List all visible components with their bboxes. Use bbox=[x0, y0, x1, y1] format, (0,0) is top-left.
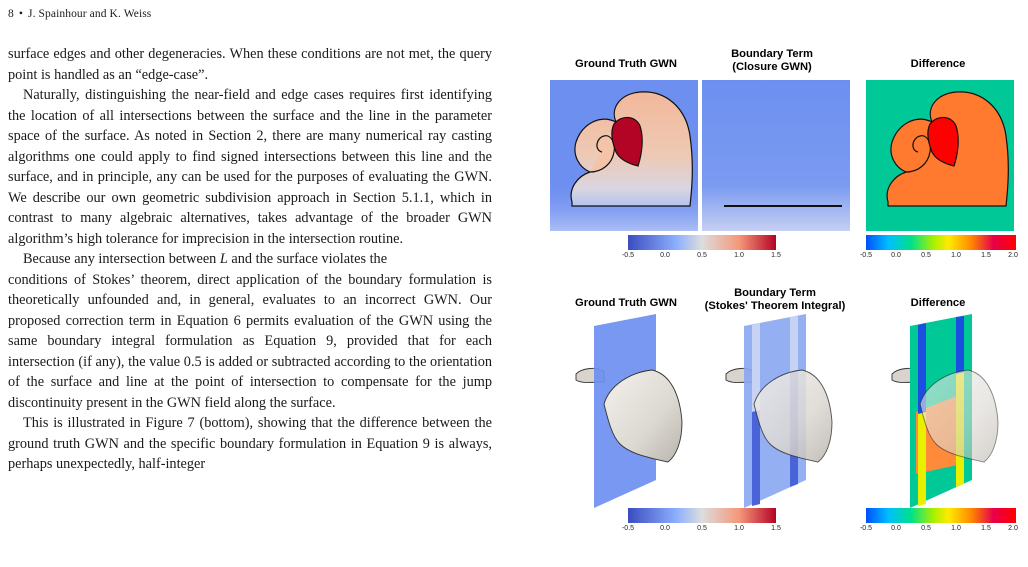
page-number: 8 bbox=[8, 8, 14, 20]
header-authors: J. Spainhour and K. Weiss bbox=[28, 8, 152, 20]
jet-tick: 0.0 bbox=[891, 525, 901, 532]
jet-tick: 0.5 bbox=[921, 252, 931, 259]
jet-tick: 2.0 bbox=[1008, 525, 1018, 532]
bottom-diff-stripe-blue-2 bbox=[956, 316, 964, 374]
top-boundary-panel bbox=[702, 80, 850, 231]
jet-tick: 2.0 bbox=[1008, 252, 1018, 259]
bottom-diff-stripe-yellow-1 bbox=[918, 412, 926, 506]
bottom-boundary-label bbox=[690, 287, 860, 313]
coolwarm-tick: 0.5 bbox=[697, 525, 707, 532]
top-coolwarm-colorbar bbox=[628, 235, 776, 250]
top-ground-truth-panel bbox=[550, 80, 698, 231]
top-boundary-field bbox=[702, 80, 850, 231]
coolwarm-tick: 0.0 bbox=[660, 252, 670, 259]
jet-tick: 0.0 bbox=[891, 252, 901, 259]
paragraph-1: surface edges and other degeneracies. When these conditions are not met, the query point is handled as an “edge-case”. bbox=[8, 46, 492, 83]
paragraph-3-variable: L bbox=[219, 251, 228, 267]
jet-tick: -0.5 bbox=[859, 252, 873, 259]
jet-tick: 1.0 bbox=[951, 252, 961, 259]
jet-tick: 0.5 bbox=[921, 525, 931, 532]
bottom-boundary-label-line2: (Stokes' Theorem Integral) bbox=[704, 300, 846, 312]
running-header bbox=[8, 8, 151, 20]
bottom-bd-stripe-dark-1 bbox=[752, 410, 760, 506]
top-boundary-label-line1: Boundary Term bbox=[731, 48, 813, 60]
bottom-ground-truth-3d bbox=[570, 312, 690, 512]
bottom-ground-truth-label: Ground Truth GWN bbox=[575, 297, 677, 309]
top-ground-truth-label: Ground Truth GWN bbox=[575, 58, 677, 70]
jet-tick: 1.5 bbox=[981, 252, 991, 259]
paragraph-4: This is illustrated in Figure 7 (bottom), showing that the difference between the ground truth GWN and the specific boundary formulation in Equation 9 is always, perhaps unexpectedly, half-integer bbox=[8, 415, 492, 472]
paragraph-3-prefix: Because any intersection between bbox=[23, 251, 220, 267]
coolwarm-tick: 1.0 bbox=[734, 252, 744, 259]
coolwarm-tick: -0.5 bbox=[621, 252, 635, 259]
paragraph-2: Naturally, distinguishing the near-field and edge cases requires first identifying the location of all intersections between the surface and the line in the parameter space of the surface. As noted in Section 2, there are many numerical ray casting algorithms one could apply to find signed intersections between this line and the surface, and in principle, any can be used for the purposes of evaluating the GWN. We describe our own geometric subdivision approach in Section 5.1.1, which in contrast to many algebraic alternatives, takes advantage of the broader GWN algorithm’s high tolerance for imprecision in the intersection routine. bbox=[8, 87, 492, 247]
coolwarm-tick: 1.5 bbox=[771, 252, 781, 259]
bottom-difference-label: Difference bbox=[910, 297, 966, 309]
bottom-jet-colorbar bbox=[866, 508, 1016, 523]
top-jet-colorbar bbox=[866, 235, 1016, 250]
top-boundary-label-line2: (Closure GWN) bbox=[732, 61, 812, 73]
jet-tick: -0.5 bbox=[859, 525, 873, 532]
bottom-boundary-label-line1: Boundary Term bbox=[734, 287, 816, 299]
jet-tick: 1.0 bbox=[951, 525, 961, 532]
top-difference-panel bbox=[866, 80, 1014, 231]
top-difference-label: Difference bbox=[910, 58, 966, 70]
coolwarm-tick: 0.5 bbox=[697, 252, 707, 259]
coolwarm-tick: 0.0 bbox=[660, 525, 670, 532]
coolwarm-tick: -0.5 bbox=[621, 525, 635, 532]
paragraph-3 bbox=[8, 249, 492, 270]
header-bullet: • bbox=[18, 8, 23, 20]
jet-tick: 1.5 bbox=[981, 525, 991, 532]
coolwarm-tick: 1.5 bbox=[771, 525, 781, 532]
top-boundary-label bbox=[700, 48, 844, 74]
coolwarm-tick: 1.0 bbox=[734, 525, 744, 532]
body-text-column bbox=[8, 44, 492, 475]
bottom-difference-3d bbox=[886, 312, 1006, 512]
paragraph-3-suffix: and the surface violates the bbox=[227, 251, 388, 267]
bottom-coolwarm-colorbar bbox=[628, 508, 776, 523]
paragraph-3-continued: conditions of Stokes’ theorem, direct application of the boundary formulation is theoretically unfounded and, in general, evaluates to an incorrect GWN. Our proposed correction term in Equation 6 permits evaluation of the GWN using the same boundary integral formulation as Equation 9, provided that for each intersection (if any), the value 0.5 is added or subtracted according to the orientation of the surface and line at the point of intersection to compensate for the jump discontinuity present in the GWN field along the surface. bbox=[8, 271, 492, 411]
bottom-boundary-3d bbox=[720, 312, 840, 512]
